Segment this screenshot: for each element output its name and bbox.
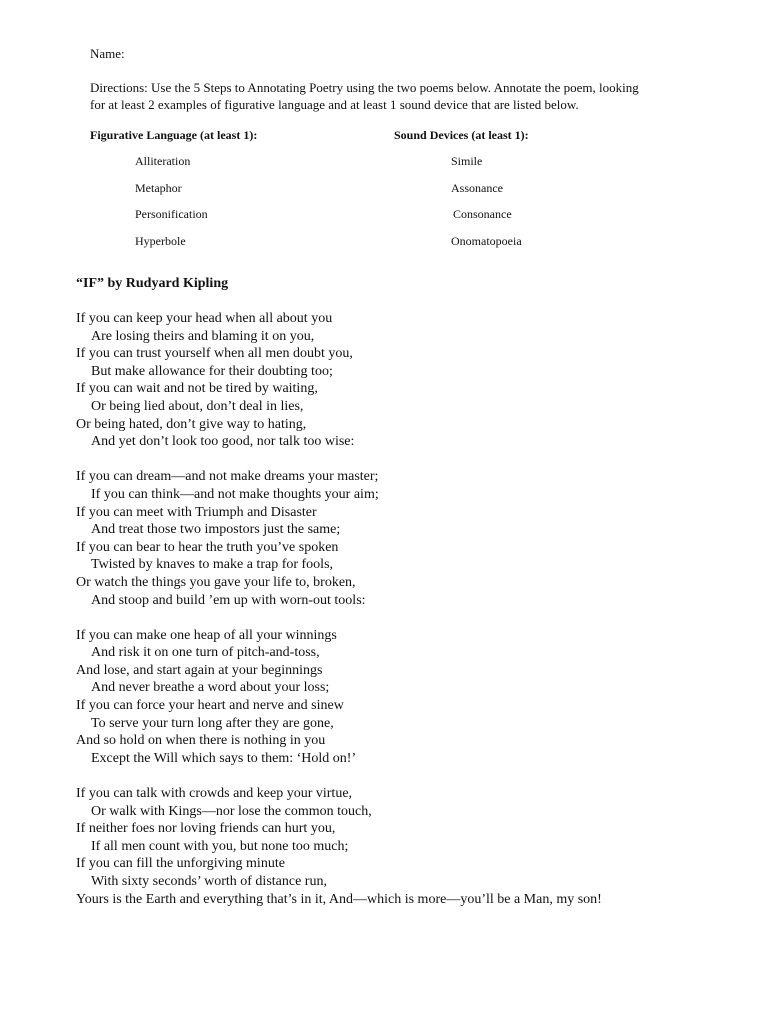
stanza-4	[76, 785, 726, 908]
poem-line: And risk it on one turn of pitch-and-toss,	[91, 645, 320, 661]
poem-body	[76, 310, 726, 926]
poem-line: If you can fill the unforgiving minute	[76, 856, 285, 872]
poem-line: Yours is the Earth and everything that’s in it, And—which is more—you’ll be a Man, my son!	[76, 891, 602, 907]
poem-line: If you can think—and not make thoughts your aim;	[91, 486, 379, 502]
poem-line: Or watch the things you gave your life to, broken,	[76, 574, 356, 590]
list-item: Metaphor	[135, 180, 182, 195]
figurative-language-heading: Figurative Language (at least 1):	[90, 128, 258, 142]
poem-line: And lose, and start again at your beginnings	[76, 662, 323, 678]
poem-line: With sixty seconds’ worth of distance run,	[91, 874, 327, 889]
poem-line: And yet don’t look too good, nor talk too wise:	[91, 434, 355, 450]
poem-title: “IF” by Rudyard Kipling	[76, 276, 229, 291]
stanza-3	[76, 627, 726, 768]
poem-line: If you can wait and not be tired by waiting,	[76, 381, 318, 397]
poem-line: If you can trust yourself when all men doubt you,	[76, 346, 353, 362]
list-item: Assonance	[451, 180, 503, 195]
name-label: Name:	[90, 46, 125, 61]
list-item: Alliteration	[135, 154, 191, 168]
poem-line: If you can meet with Triumph and Disaster	[76, 504, 317, 520]
stanza-2	[76, 468, 726, 609]
list-item: Personification	[135, 207, 208, 221]
poem-line: If you can dream—and not make dreams your master;	[76, 469, 379, 485]
sound-devices-list	[451, 154, 522, 260]
poem-line: If you can talk with crowds and keep your virtue,	[76, 786, 353, 802]
poem-line: Or being hated, don’t give way to hating,	[76, 416, 307, 432]
poem-line: And stoop and build ’em up with worn-out tools:	[91, 592, 366, 608]
poem-line: To serve your turn long after they are gone,	[91, 715, 334, 731]
poem-line: If neither foes nor loving friends can hurt you,	[76, 821, 336, 837]
poem-line: Except the Will which says to them: ‘Hold on!’	[91, 750, 357, 766]
list-item: Consonance	[453, 207, 512, 221]
poem-line: And treat those two impostors just the same;	[91, 522, 341, 538]
poem-line: Are losing theirs and blaming it on you,	[91, 328, 315, 344]
directions-text: Directions: Use the 5 Steps to Annotating Poetry using the two poems below. Annotate the poem, looking for at least 2 examples of figurative language and at least 1 sound device that are listed below.	[90, 80, 639, 112]
stanza-1	[76, 310, 726, 451]
list-item: Simile	[451, 154, 483, 168]
list-item: Onomatopoeia	[451, 233, 522, 248]
poem-line: If you can keep your head when all about you	[76, 311, 333, 326]
poem-line: Or walk with Kings—nor lose the common touch,	[91, 803, 372, 819]
poem-line: Twisted by knaves to make a trap for fools,	[91, 557, 334, 573]
poem-line: If you can force your heart and nerve and sinew	[76, 698, 344, 714]
list-item: Hyperbole	[135, 233, 186, 248]
poem-line: And so hold on when there is nothing in you	[76, 733, 326, 749]
poem-line: If all men count with you, but none too much;	[91, 838, 349, 854]
sound-devices-heading: Sound Devices (at least 1):	[394, 128, 529, 142]
poem-line: But make allowance for their doubting too;	[91, 363, 333, 379]
figurative-language-list	[135, 154, 208, 260]
poem-line: And never breathe a word about your loss;	[91, 680, 330, 696]
poem-line: Or being lied about, don’t deal in lies,	[91, 398, 304, 414]
poem-line: If you can make one heap of all your winnings	[76, 627, 337, 643]
poem-line: If you can bear to hear the truth you’ve spoken	[76, 539, 339, 555]
